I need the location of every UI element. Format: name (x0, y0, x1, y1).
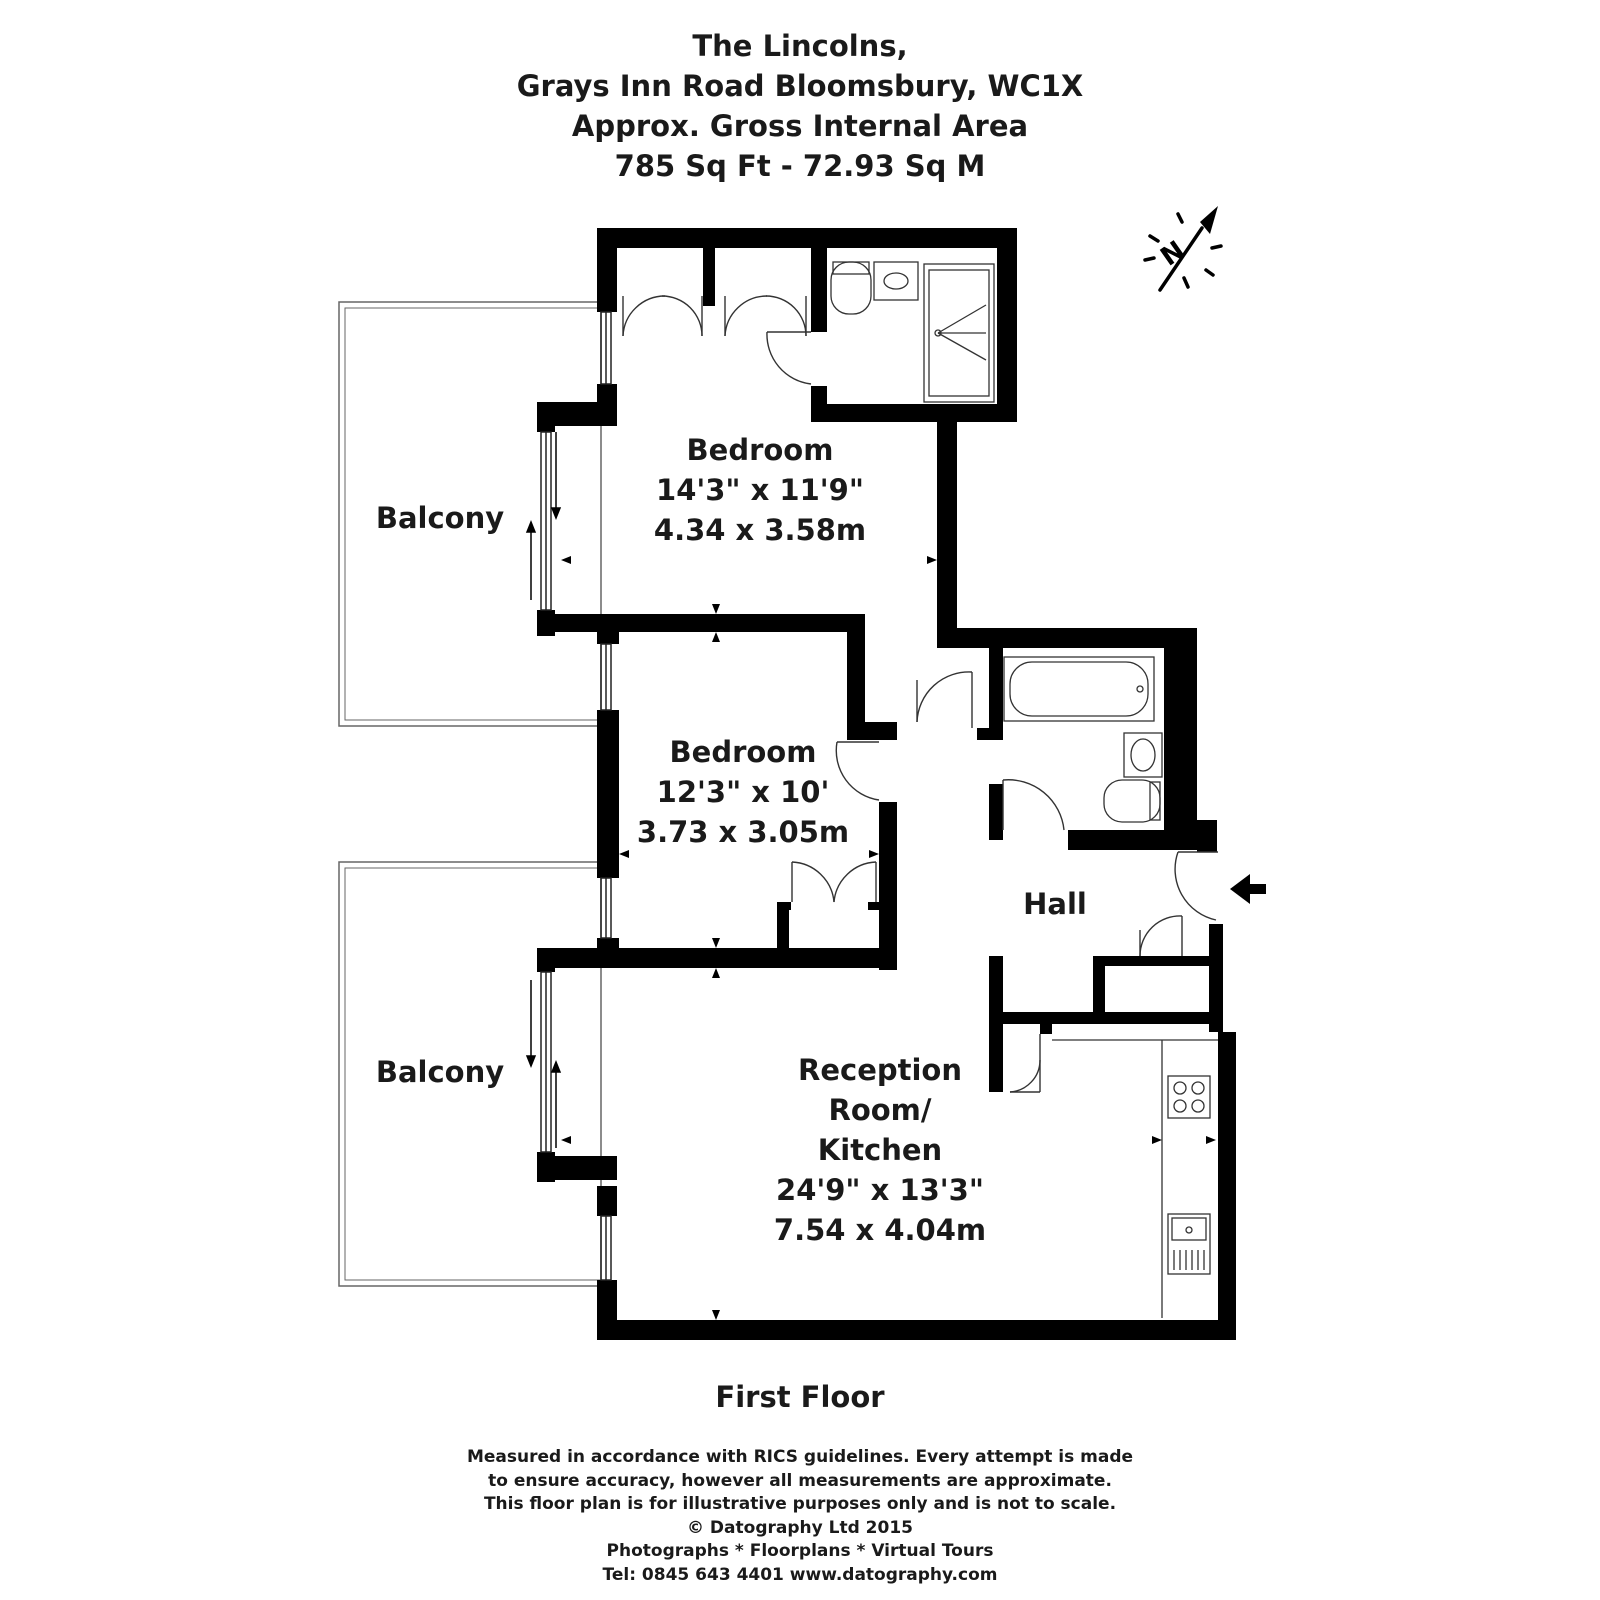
bedroom-2-name: Bedroom (669, 735, 817, 769)
bedroom-1-imperial: 14'3" x 11'9" (656, 473, 864, 507)
bathroom-fixtures (1004, 657, 1162, 822)
bedroom-1-name: Bedroom (686, 433, 834, 467)
disclaimer-line-2: to ensure accuracy, however all measurements are approximate. (488, 1470, 1112, 1491)
balcony-top-name: Balcony (375, 501, 505, 535)
room-label-hall (1010, 884, 1100, 924)
property-name: The Lincolns, (692, 29, 908, 63)
room-label-bedroom-1 (630, 430, 890, 550)
reception-metric: 7.54 x 4.04m (773, 1213, 987, 1247)
ensuite-fixtures (831, 262, 994, 402)
reception-imperial: 24'9" x 13'3" (776, 1173, 984, 1207)
balcony-outlines (339, 302, 601, 1286)
reception-line-1: Reception (798, 1053, 962, 1087)
services-tagline: Photographs * Floorplans * Virtual Tours (606, 1541, 994, 1561)
area-value: 785 Sq Ft - 72.93 Sq M (614, 149, 986, 183)
reception-line-3: Kitchen (817, 1133, 943, 1167)
room-label-bedroom-2 (623, 732, 863, 852)
room-label-balcony-bottom (360, 1052, 520, 1092)
bedroom-2-imperial: 12'3" x 10' (656, 775, 830, 809)
room-label-balcony-top (360, 498, 520, 538)
hall-name: Hall (1023, 887, 1087, 921)
entrance-arrow-icon (1230, 874, 1266, 904)
copyright: © Datography Ltd 2015 (687, 1517, 913, 1538)
disclaimer (0, 1446, 1600, 1587)
disclaimer-line-3: This floor plan is for illustrative purposes only and is not to scale. (483, 1494, 1117, 1514)
contact-details: Tel: 0845 643 4401 www.datography.com (602, 1564, 998, 1585)
compass-north-label: N (1155, 235, 1191, 273)
balcony-bottom-name: Balcony (375, 1055, 505, 1089)
sliding-door-arrows (527, 432, 560, 1148)
property-address: Grays Inn Road Bloomsbury, WC1X (516, 69, 1084, 103)
bedroom-2-metric: 3.73 x 3.05m (636, 815, 850, 849)
area-heading: Approx. Gross Internal Area (571, 109, 1029, 143)
floor-title: First Floor (715, 1380, 885, 1414)
reception-line-2: Room/ (828, 1093, 932, 1127)
bedroom-1-metric: 4.34 x 3.58m (653, 513, 867, 547)
disclaimer-line-1: Measured in accordance with RICS guidelines. Every attempt is made (466, 1447, 1134, 1467)
room-label-reception (760, 1050, 1000, 1250)
kitchen-fittings (1052, 1040, 1218, 1318)
